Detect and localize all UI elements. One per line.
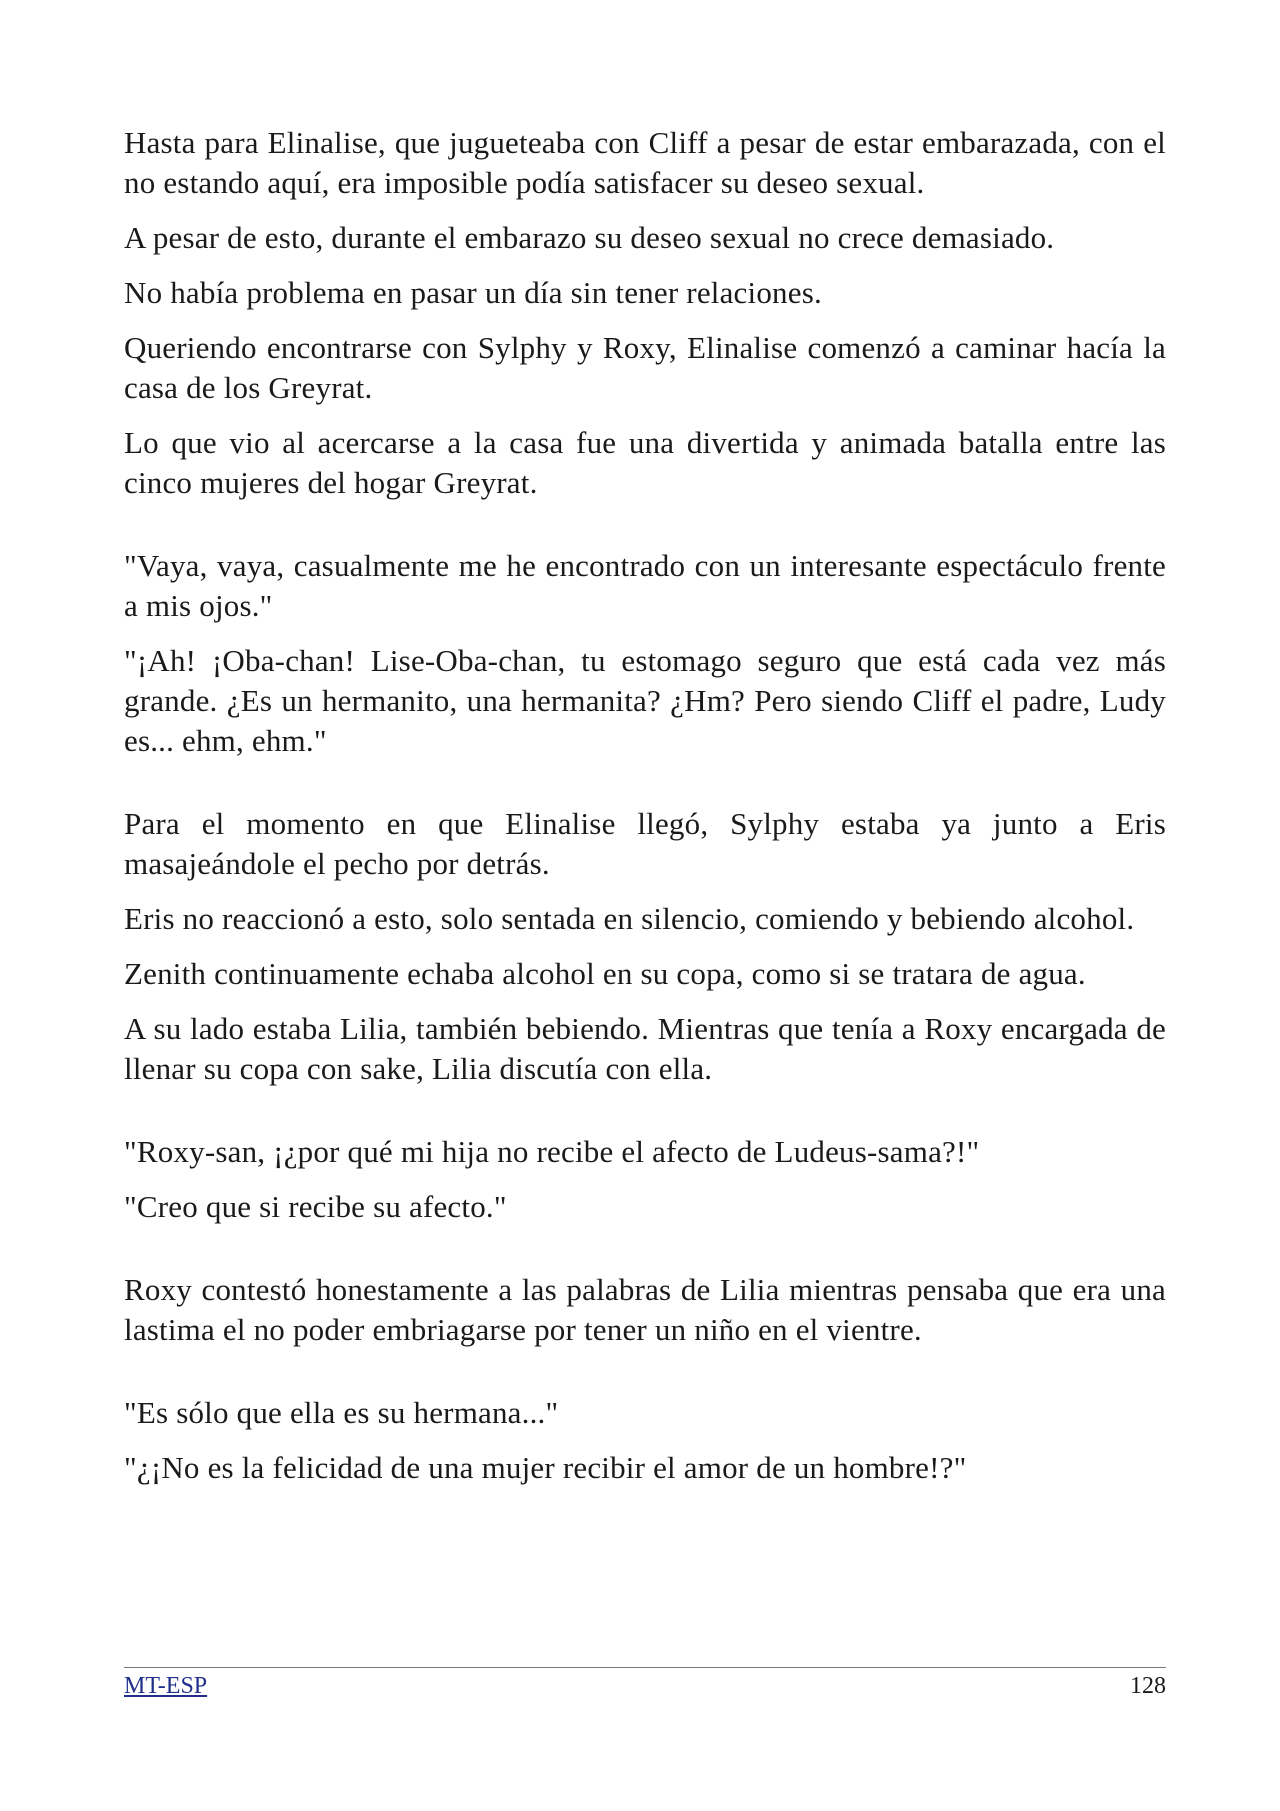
dialogue-line: "Roxy-san, ¡¿por qué mi hija no recibe el afecto de Ludeus-sama?!" (124, 1134, 980, 1169)
page-body (124, 123, 1166, 1503)
paragraph: Roxy contestó honestamente a las palabras de Lilia mientras pensaba que era una lastima el no poder embriagarse por tener un niño en el vientre. (124, 1272, 1166, 1347)
paragraph: Queriendo encontrarse con Sylphy y Roxy, Elinalise comenzó a caminar hacía la casa de los Greyrat. (124, 330, 1166, 405)
dialogue-line: "¡Ah! ¡Oba-chan! Lise-Oba-chan, tu estomago seguro que está cada vez más grande. ¿Es un hermanito, una hermanita? ¿Hm? Pero siendo Cliff el padre, Ludy es... ehm, ehm." (124, 643, 1166, 758)
page-footer (124, 1667, 1166, 1700)
paragraph: A pesar de esto, durante el embarazo su deseo sexual no crece demasiado. (124, 220, 1055, 255)
paragraph: Lo que vio al acercarse a la casa fue una divertida y animada batalla entre las cinco mujeres del hogar Greyrat. (124, 425, 1166, 500)
page-number: 128 (1130, 1673, 1166, 1699)
dialogue-line: "Vaya, vaya, casualmente me he encontrado con un interesante espectáculo frente a mis ojos." (124, 548, 1166, 623)
dialogue-line: "Creo que si recibe su afecto." (124, 1189, 507, 1224)
paragraph: Zenith continuamente echaba alcohol en su copa, como si se tratara de agua. (124, 956, 1086, 991)
dialogue-line: "Es sólo que ella es su hermana..." (124, 1395, 559, 1430)
paragraph: A su lado estaba Lilia, también bebiendo. Mientras que tenía a Roxy encargada de llenar su copa con sake, Lilia discutía con ella. (124, 1011, 1166, 1086)
paragraph: No había problema en pasar un día sin tener relaciones. (124, 275, 822, 310)
paragraph: Hasta para Elinalise, que jugueteaba con Cliff a pesar de estar embarazada, con el no estando aquí, era imposible podía satisfacer su deseo sexual. (124, 125, 1166, 200)
dialogue-line: "¿¡No es la felicidad de una mujer recibir el amor de un hombre!?" (124, 1450, 967, 1485)
paragraph: Para el momento en que Elinalise llegó, Sylphy estaba ya junto a Eris masajeándole el pecho por detrás. (124, 806, 1166, 881)
footer-site-link[interactable]: MT-ESP (124, 1673, 208, 1699)
paragraph: Eris no reaccionó a esto, solo sentada en silencio, comiendo y bebiendo alcohol. (124, 901, 1135, 936)
